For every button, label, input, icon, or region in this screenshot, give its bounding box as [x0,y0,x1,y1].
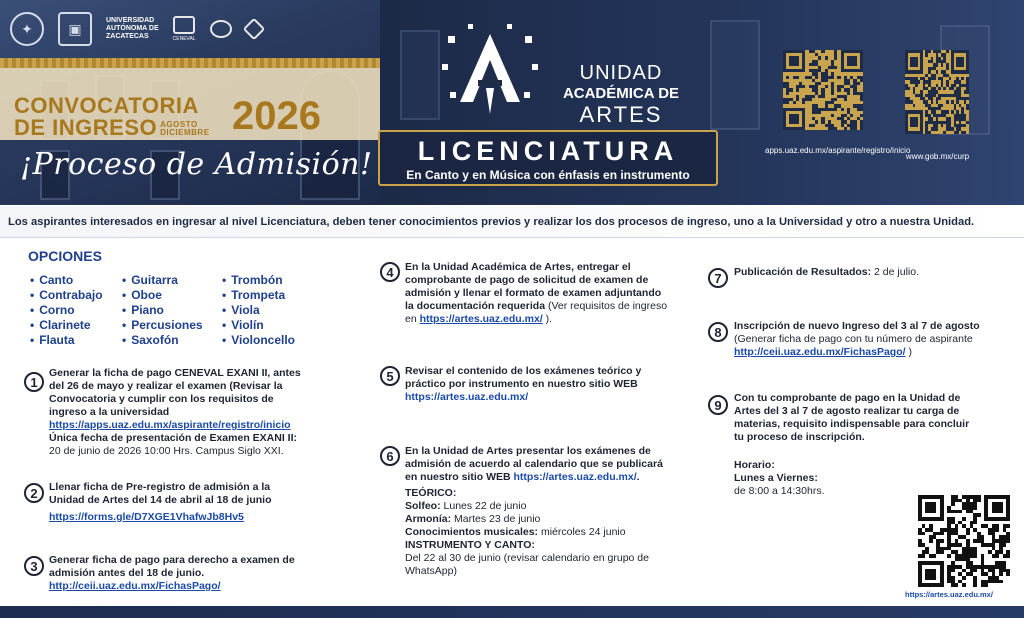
step-4: En la Unidad Académica de Artes, entregar el comprobante de pago de solicitud de examen de admisión y llenar el formato de examen adjuntando la documentación requerida (Ver requisitos de ingreso en https://artes.uaz.edu.mx/ ). [405,261,668,325]
preregistro-link[interactable]: https://forms.gle/D7XGE1VhafwJb8Hv5 [49,511,244,523]
list-item: • Percusiones [122,318,203,333]
step-number-9: 9 [708,395,728,415]
step-7: Publicación de Resultados: 2 de julio. [734,266,919,278]
registro-link[interactable]: https://apps.uaz.edu.mx/aspirante/registro/inicio [49,419,291,431]
step-number-2: 2 [24,483,44,503]
list-item: • Viola [222,303,295,318]
step-number-8: 8 [708,322,728,342]
list-item: • Oboe [122,288,203,303]
list-item: • Trombón [222,273,295,288]
list-item: • Corno [30,303,103,318]
list-item: • Violoncello [222,333,295,348]
intro-text: Los aspirantes interesados en ingresar al nivel Licenciatura, deben tener conocimientos previos y realizar los dos procesos de ingreso, uno a la Universidad y otro a nuestra Unidad. [8,215,975,228]
qr-url-artes[interactable]: https://artes.uaz.edu.mx/ [905,590,993,599]
programa-logo [246,21,262,37]
list-item: • Trompeta [222,288,295,303]
uaz-seal-icon: ✦ [10,12,44,46]
uaz-name: UNIVERSIDAD AUTÓNOMA DE ZACATECAS [106,17,159,40]
ceneval-logo: CENEVAL [173,16,196,42]
step-2: Llenar ficha de Pre-registro de admisión a la Unidad de Artes del 14 de abril al 18 de junio https://forms.gle/D7XGE1VhafwJb8Hv5 [49,481,272,523]
requisitos-link[interactable]: https://artes.uaz.edu.mx/ [419,313,543,325]
qr-caption-registro: apps.uaz.edu.mx/aspirante/registro/inicio [765,146,911,155]
step-number-6: 6 [380,446,400,466]
intro-bar [0,206,1024,238]
step-5: Revisar el contenido de los exámenes teórico y práctico por instrumento en nuestro sitio WEB https://artes.uaz.edu.mx/ [405,365,642,403]
step-number-4: 4 [380,262,400,282]
options-col-1 [30,273,103,348]
options-title: OPCIONES [28,248,102,264]
list-item: • Clarinete [30,318,103,333]
proceso-admision-heading: ¡Proceso de Admisión! [20,147,373,182]
program-title: LICENCIATURA [417,136,679,166]
unidad-artes-name: UNIDAD ACADÉMICA DE ARTES [562,62,680,127]
inscripcion-fichas-link[interactable]: http://ceii.uaz.edu.mx/FichasPago/ [734,346,906,358]
gold-stripe [0,58,380,68]
qr-caption-curp: www.gob.mx/curp [905,152,970,161]
step-9: Con tu comprobante de pago en la Unidad de Artes del 3 al 7 de agosto realizar tu carga de materias, requisito indispensable para concluir tu proceso de inscripción. Horario: Lunes a Viernes: de 8:00 a 14:30hrs. [734,392,970,497]
header-banner [0,0,1024,205]
convocatoria-year: 2026 [232,94,321,138]
step-3: Generar ficha de pago para derecho a examen de admisión antes del 18 de junio. http://ceii.uaz.edu.mx/FichasPago/ [49,554,295,592]
list-item: • Contrabajo [30,288,103,303]
qr-code-artes[interactable] [918,495,1010,587]
list-item: • Saxofón [122,333,203,348]
qr-code-curp[interactable] [905,50,969,134]
step-number-5: 5 [380,366,400,386]
artes-site-link[interactable]: https://artes.uaz.edu.mx/ [405,391,529,403]
list-item: • Canto [30,273,103,288]
step-number-7: 7 [708,268,728,288]
list-item: • Guitarra [122,273,203,288]
unidad-artes-logo-icon [440,22,540,117]
step-1: Generar la ficha de pago CENEVAL EXANI II, antes del 26 de mayo y realizar el examen (Revisar la Convocatoria y cumplir con los requisitos de ingreso a la universidad https://apps.uaz.edu.mx/aspirante/registro/inicio Única fecha de presentación de Examen EXANI II: 20 de junio de 2026 10:00 Hrs. Campus Siglo XXI. [49,367,301,457]
step-6: En la Unidad de Artes presentar los exámenes de admisión de acuerdo al calendario que se publicará en nuestro sitio WEB https://artes.uaz.edu.mx/. TEÓRICO: Solfeo: Lunes 22 de junio Armonía: Martes 23 de junio Conocimientos musicales: miércoles 24 junio INSTRUMENTO Y CANTO: Del 22 al 30 de junio (revisar calendario en grupo de WhatsApp) [405,445,663,577]
step-number-1: 1 [24,372,44,392]
secretaria-logo [210,20,232,38]
institution-logos [0,0,380,58]
program-subtitle: En Canto y en Música con énfasis en instrumento [406,168,690,182]
footer-bar [0,606,1024,618]
uaz-logo-icon: ▣ [58,12,92,46]
qr-code-registro[interactable] [783,50,863,130]
fichas-pago-link[interactable]: http://ceii.uaz.edu.mx/FichasPago/ [49,580,221,592]
options-col-2 [122,273,203,348]
convocatoria-title: CONVOCATORIA DE INGRESO AGOSTO DICIEMBRE [14,93,210,140]
calendario-link[interactable]: https://artes.uaz.edu.mx/ [513,471,637,483]
step-8: Inscripción de nuevo Ingreso del 3 al 7 de agosto (Generar ficha de pago con tu número de aspirante http://ceii.uaz.edu.mx/FichasPago/ ) [734,320,980,358]
list-item: • Violín [222,318,295,333]
program-panel [378,130,718,186]
list-item: • Flauta [30,333,103,348]
options-col-3 [222,273,295,348]
step-number-3: 3 [24,556,44,576]
list-item: • Piano [122,303,203,318]
